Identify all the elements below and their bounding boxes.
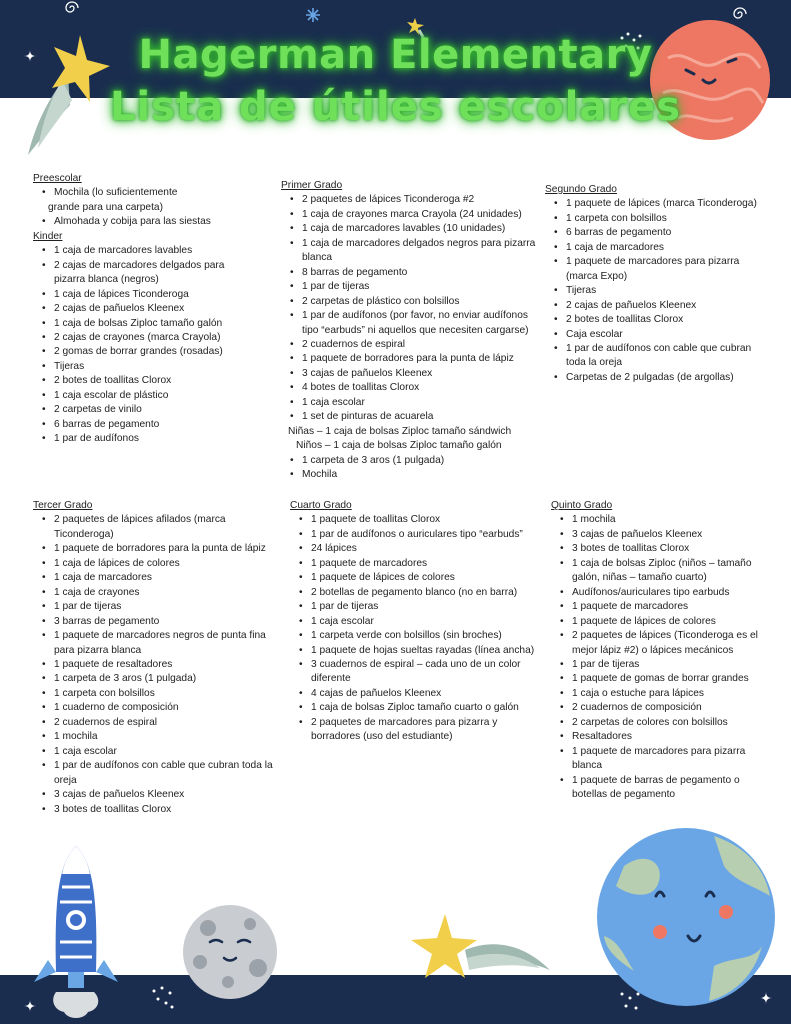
quinto-list	[551, 513, 773, 802]
list-item: • 2 paquetes de marcadores para pizarra y borradores (uso del estudiante)	[290, 716, 548, 745]
list-item: • 1 paquete de barras de pegamento o botellas de pegamento	[551, 774, 773, 803]
list-item: • 1 caja de crayones	[33, 586, 281, 600]
list-item: • Mochila	[281, 468, 543, 482]
preescolar-list	[33, 186, 268, 229]
list-item: • 4 botes de toallitas Clorox	[281, 381, 543, 395]
list-item: • 1 paquete de lápices de colores	[290, 571, 548, 585]
list-item: • 1 paquete de borradores para la punta de lápiz	[281, 352, 543, 366]
shooting-star-icon	[405, 910, 555, 1010]
list-item: • 1 caja de marcadores delgados negros para pizarra blanca	[281, 237, 543, 266]
list-item: • 1 par de audífonos	[33, 432, 238, 446]
list-item: • 1 carpeta con bolsillos	[33, 687, 281, 701]
list-item: • 2 carpetas de vinilo	[33, 403, 238, 417]
column-cuarto-grado	[290, 499, 548, 745]
list-item: • 1 caja de marcadores	[545, 241, 773, 255]
list-item: • 2 botes de toallitas Clorox	[33, 374, 238, 388]
list-item: • 2 paquetes de lápices afilados (marca Ticonderoga)	[33, 513, 281, 542]
list-item: • Almohada y cobija para las siestas	[33, 215, 268, 229]
earth-icon	[594, 826, 778, 1008]
list-item: Niños – 1 caja de bolsas Ziploc tamaño galón	[296, 440, 502, 452]
list-item: • 1 carpeta verde con bolsillos (sin broches)	[290, 629, 548, 643]
list-item: • 1 caja de lápices de colores	[33, 557, 281, 571]
list-item: • 1 par de tijeras	[281, 280, 543, 294]
list-item: • 3 botes de toallitas Clorox	[33, 803, 281, 817]
list-item: • 1 caja de marcadores	[33, 571, 281, 585]
list-item: • 2 cuadernos de espiral	[33, 716, 281, 730]
list-item: • 3 cajas de pañuelos Kleenex	[551, 528, 773, 542]
list-item: • 1 par de tijeras	[290, 600, 548, 614]
list-item: • 1 par de audífonos con cable que cubran toda la oreja	[33, 759, 281, 788]
list-item: • 2 botes de toallitas Clorox	[545, 313, 773, 327]
list-item: • 1 paquete de toallitas Clorox	[290, 513, 548, 527]
list-item: • 1 carpeta de 3 aros (1 pulgada)	[281, 454, 543, 468]
column-segundo-grado	[545, 183, 773, 385]
list-item: • 2 carpetas de plástico con bolsillos	[281, 295, 543, 309]
list-item: • 1 caja de marcadores lavables	[33, 244, 238, 258]
page-title: Hagerman Elementary	[138, 32, 653, 78]
list-item: Niñas – 1 caja de bolsas Ziploc tamaño sándwich	[288, 425, 512, 437]
list-item: • 3 cajas de pañuelos Kleenex	[33, 788, 281, 802]
list-item: • 2 cajas de pañuelos Kleenex	[545, 299, 773, 313]
list-item: grande para una carpeta)	[48, 201, 163, 213]
list-item: • 1 paquete de hojas sueltas rayadas (línea ancha)	[290, 644, 548, 658]
list-item: • Tijeras	[545, 284, 773, 298]
list-item: • 1 paquete de resaltadores	[33, 658, 281, 672]
list-item: • 1 caja escolar	[281, 396, 543, 410]
list-item: • 1 caja de crayones marca Crayola (24 unidades)	[281, 208, 543, 222]
cuarto-list	[290, 513, 548, 744]
list-item: • 1 carpeta de 3 aros (1 pulgada)	[33, 672, 281, 686]
kinder-list	[33, 244, 238, 446]
list-item: • 2 paquetes de lápices (Ticonderoga es el mejor lápiz #2) o lápices mecánicos	[551, 629, 773, 658]
list-item: • 2 cajas de pañuelos Kleenex	[33, 302, 238, 316]
spiral-icon	[64, 0, 80, 16]
primero-list	[281, 193, 543, 482]
list-item: • 1 caja escolar	[33, 745, 281, 759]
list-item: • 3 cuadernos de espiral – cada uno de un color diferente	[290, 658, 548, 687]
heading-quinto-grado: Quinto Grado	[551, 500, 613, 511]
list-item: • 1 par de audífonos o auriculares tipo “earbuds”	[290, 528, 548, 542]
list-item: • 8 barras de pegamento	[281, 266, 543, 280]
list-item: • 1 paquete de marcadores	[290, 557, 548, 571]
list-item: • 1 caja escolar	[290, 615, 548, 629]
list-item: • 1 paquete de lápices (marca Ticonderoga)	[545, 197, 773, 211]
list-item: • 1 paquete de marcadores negros de punta fina para pizarra blanca	[33, 629, 281, 658]
heading-segundo-grado: Segundo Grado	[545, 184, 617, 195]
list-item: • 1 caja de marcadores lavables (10 unidades)	[281, 222, 543, 236]
rocket-icon	[30, 842, 122, 1022]
list-item: • 1 caja o estuche para lápices	[551, 687, 773, 701]
list-item: • 1 caja de bolsas Ziploc (niños – tamaño galón, niñas – tamaño cuarto)	[551, 557, 773, 586]
list-item: • 6 barras de pegamento	[545, 226, 773, 240]
list-item: • 1 paquete de borradores para la punta de lápiz	[33, 542, 281, 556]
column-quinto-grado	[551, 499, 773, 803]
list-item: • 2 gomas de borrar grandes (rosadas)	[33, 345, 238, 359]
spiral-icon	[732, 6, 748, 22]
list-item: • 1 caja de bolsas Ziploc tamaño cuarto o galón	[290, 701, 548, 715]
heading-primer-grado: Primer Grado	[281, 180, 343, 191]
list-item: • 1 par de audífonos (por favor, no enviar audífonos tipo “earbuds” ni aquellos que necesiten cargarse)	[281, 309, 543, 338]
list-item: • Caja escolar	[545, 328, 773, 342]
list-item: • 1 caja escolar de plástico	[33, 389, 238, 403]
column-preescolar-kinder	[33, 172, 268, 447]
list-item: • 1 paquete de lápices de colores	[551, 615, 773, 629]
list-item: • Resaltadores	[551, 730, 773, 744]
list-item: • 1 caja de lápices Ticonderoga	[33, 288, 238, 302]
list-item: • 3 barras de pegamento	[33, 615, 281, 629]
heading-tercer-grado: Tercer Grado	[33, 500, 93, 511]
list-item: • 1 paquete de marcadores para pizarra blanca	[551, 745, 773, 774]
list-item: • 1 par de tijeras	[551, 658, 773, 672]
heading-preescolar: Preescolar	[33, 173, 82, 184]
list-item: • 1 paquete de marcadores	[551, 600, 773, 614]
list-item: • 2 cajas de crayones (marca Crayola)	[33, 331, 238, 345]
list-item: • Carpetas de 2 pulgadas (de argollas)	[545, 371, 773, 385]
list-item: • 2 cajas de marcadores delgados para pizarra blanca (negros)	[33, 259, 238, 288]
list-item: • Mochila (lo suficientemente	[33, 186, 268, 200]
page-subtitle: Lista de útiles escolares	[109, 84, 682, 130]
tercero-list	[33, 513, 281, 817]
column-primer-grado	[281, 179, 543, 483]
segundo-list	[545, 197, 773, 385]
list-item: • 1 set de pinturas de acuarela	[281, 410, 543, 424]
list-item: • 1 caja de bolsas Ziploc tamaño galón	[33, 317, 238, 331]
heading-kinder: Kinder	[33, 230, 63, 242]
twinkle-icon	[24, 1000, 36, 1012]
list-item: • 1 mochila	[33, 730, 281, 744]
list-item: • 24 lápices	[290, 542, 548, 556]
heading-cuarto-grado: Cuarto Grado	[290, 500, 352, 511]
list-item: • 1 mochila	[551, 513, 773, 527]
list-item: • 1 carpeta con bolsillos	[545, 212, 773, 226]
list-item: • Tijeras	[33, 360, 238, 374]
star-dots-icon	[150, 985, 176, 1011]
sparkle-icon	[306, 8, 320, 22]
moon-icon	[180, 902, 280, 1002]
list-item: • 1 cuaderno de composición	[33, 701, 281, 715]
list-item: • 2 paquetes de lápices Ticonderoga #2	[281, 193, 543, 207]
list-item: • 1 paquete de marcadores para pizarra (marca Expo)	[545, 255, 773, 284]
column-tercer-grado	[33, 499, 281, 817]
list-item: • 3 botes de toallitas Clorox	[551, 542, 773, 556]
list-item: • 2 cuadernos de espiral	[281, 338, 543, 352]
list-item: • 1 par de tijeras	[33, 600, 281, 614]
list-item: • 4 cajas de pañuelos Kleenex	[290, 687, 548, 701]
list-item: • 1 par de audífonos con cable que cubran toda la oreja	[545, 342, 773, 371]
star-dots-icon	[618, 990, 644, 1014]
list-item: • 6 barras de pegamento	[33, 418, 238, 432]
twinkle-icon	[760, 992, 772, 1004]
list-item: • Audífonos/auriculares tipo earbuds	[551, 586, 773, 600]
list-item: • 2 cuadernos de composición	[551, 701, 773, 715]
list-item: • 2 botellas de pegamento blanco (no en barra)	[290, 586, 548, 600]
list-item: • 3 cajas de pañuelos Kleenex	[281, 367, 543, 381]
list-item: • 1 paquete de gomas de borrar grandes	[551, 672, 773, 686]
list-item: • 2 carpetas de colores con bolsillos	[551, 716, 773, 730]
